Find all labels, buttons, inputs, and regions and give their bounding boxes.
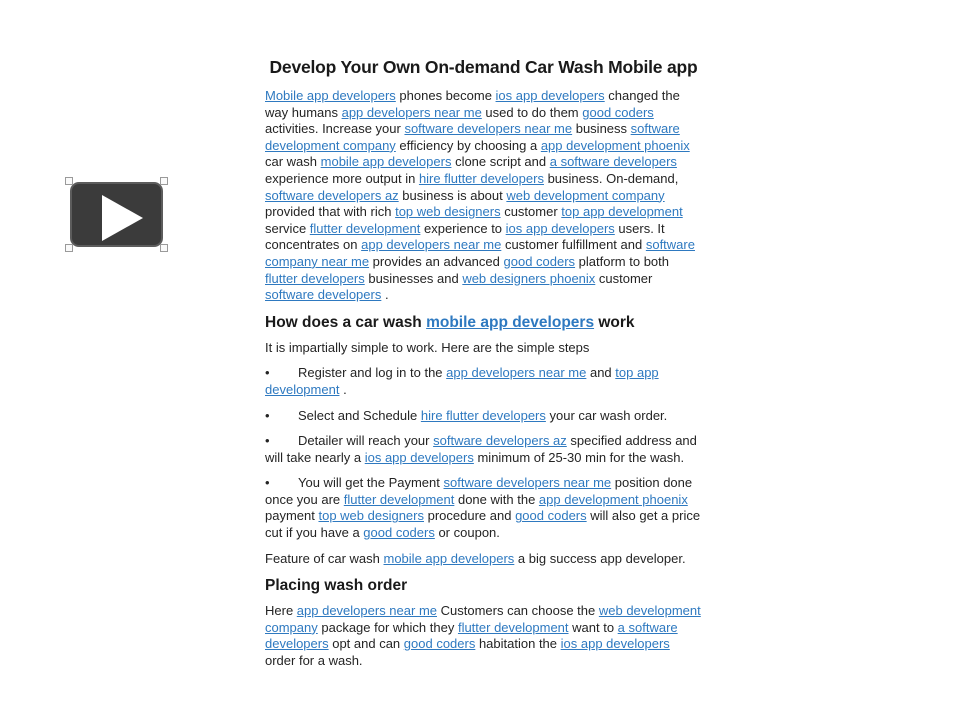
text-run: package for which they <box>317 619 458 635</box>
hyperlink[interactable]: web development company <box>506 187 665 203</box>
text-run: Placing wash order <box>265 577 408 595</box>
hyperlink[interactable]: app development phoenix <box>540 137 690 153</box>
text-run: car wash <box>265 154 321 170</box>
hyperlink[interactable]: good coders <box>503 253 576 269</box>
text-run: business <box>572 121 631 137</box>
paragraph <box>265 88 702 304</box>
text-run: and <box>586 365 616 381</box>
hyperlink[interactable]: software developers <box>265 287 382 303</box>
hyperlink[interactable]: software developers az <box>433 433 567 449</box>
text-run: customer fulfillment and <box>501 237 646 253</box>
text-run: want to <box>568 619 618 635</box>
section-heading <box>265 576 702 595</box>
hyperlink[interactable]: top web designers <box>395 204 501 220</box>
text-run: provided that with rich <box>265 204 396 220</box>
text-run: minimum of 25-30 min for the wash. <box>473 449 685 465</box>
text-run: Customers can choose the <box>437 603 599 619</box>
hyperlink[interactable]: good coders <box>363 525 435 541</box>
page-title: Develop Your Own On-demand Car Wash Mobile app <box>269 57 698 77</box>
text-run: work <box>594 313 635 331</box>
selection-handle[interactable] <box>160 177 168 185</box>
text-run: Register and log in to the <box>298 365 447 381</box>
bullet-item <box>265 365 702 398</box>
hyperlink[interactable]: mobile app developers <box>320 154 452 170</box>
hyperlink[interactable]: top web designers <box>318 508 424 524</box>
text-run: efficiency by choosing a <box>395 137 541 153</box>
hyperlink[interactable]: software company near me <box>265 237 695 269</box>
text-run: will also get a price cut if you have a <box>265 508 701 541</box>
hyperlink[interactable]: a software developers <box>549 154 677 170</box>
section-heading <box>265 313 702 332</box>
text-run: phones become <box>395 88 496 103</box>
hyperlink[interactable]: software development company <box>265 121 680 153</box>
bullet-item <box>265 433 702 466</box>
document-content <box>265 57 702 679</box>
text-run: experience to <box>420 220 506 236</box>
text-run: users. It concentrates on <box>265 220 665 253</box>
text-run: payment <box>265 508 319 524</box>
text-run: . <box>381 287 389 303</box>
text-run: habitation the <box>475 636 561 652</box>
text-run: customer <box>500 204 562 220</box>
video-frame[interactable] <box>70 182 163 247</box>
text-run: How does a car wash <box>265 313 427 331</box>
document-body <box>265 88 702 670</box>
text-run: Here <box>265 603 297 619</box>
text-run: activities. Increase your <box>265 121 405 137</box>
text-run: your car wash order. <box>545 407 668 423</box>
hyperlink[interactable]: mobile app developers <box>426 313 595 331</box>
text-run: business is about <box>398 187 507 203</box>
selection-handle[interactable] <box>65 177 73 185</box>
bullet-marker: • <box>265 365 270 381</box>
hyperlink[interactable]: good coders <box>515 508 587 524</box>
text-run: Detailer will reach your <box>298 433 434 449</box>
hyperlink[interactable]: software developers near me <box>404 121 573 137</box>
text-run: specified address and will take nearly a <box>265 433 697 465</box>
play-icon[interactable] <box>102 195 143 241</box>
hyperlink[interactable]: hire flutter developers <box>418 170 544 186</box>
hyperlink[interactable]: web development company <box>265 603 701 635</box>
hyperlink[interactable]: top app development <box>265 365 659 397</box>
text-run: procedure and <box>424 508 516 524</box>
text-run: a big success app developer. <box>514 550 686 566</box>
hyperlink[interactable]: hire flutter developers <box>420 407 546 423</box>
text-run: position done once you are <box>265 475 693 507</box>
text-run: experience more output in <box>265 170 419 186</box>
text-run: used to do them <box>481 104 583 120</box>
text-run: customer <box>595 270 653 286</box>
video-placeholder[interactable] <box>68 180 165 249</box>
text-run: service <box>265 220 310 236</box>
text-run: platform to both <box>575 253 670 269</box>
bullet-item <box>265 475 702 541</box>
hyperlink[interactable]: flutter development <box>343 491 455 507</box>
hyperlink[interactable]: good coders <box>403 636 476 652</box>
hyperlink[interactable]: flutter development <box>309 220 421 236</box>
bullet-marker: • <box>265 407 270 423</box>
hyperlink[interactable]: app developers near me <box>341 104 482 120</box>
bullet-item <box>265 408 702 425</box>
hyperlink[interactable]: flutter developers <box>265 270 365 286</box>
hyperlink[interactable]: software developers near me <box>443 475 612 491</box>
paragraph <box>265 551 702 568</box>
hyperlink[interactable]: ios app developers <box>364 449 474 465</box>
text-run: businesses and <box>364 270 463 286</box>
text-run: Feature of car wash <box>265 550 384 566</box>
hyperlink[interactable]: app development phoenix <box>538 491 688 507</box>
hyperlink[interactable]: ios app developers <box>505 220 615 236</box>
hyperlink[interactable]: flutter development <box>457 619 569 635</box>
hyperlink[interactable]: Mobile app developers <box>265 88 396 103</box>
text-run: clone script and <box>451 154 550 170</box>
bullet-marker: • <box>265 433 270 449</box>
text-run: Select and Schedule <box>298 407 421 423</box>
hyperlink[interactable]: app developers near me <box>446 365 587 381</box>
hyperlink[interactable]: a software developers <box>265 619 678 652</box>
hyperlink[interactable]: good coders <box>582 104 654 120</box>
text-run: done with the <box>454 491 539 507</box>
text-run: opt and can <box>328 636 404 652</box>
paragraph <box>265 340 702 357</box>
text-run: . <box>339 381 347 397</box>
hyperlink[interactable]: app developers near me <box>361 237 502 253</box>
text-run: or coupon. <box>434 525 500 541</box>
selection-handle[interactable] <box>160 244 168 252</box>
text-run: business. On-demand, <box>543 170 679 186</box>
paragraph <box>265 603 702 669</box>
hyperlink[interactable]: ios app developers <box>560 636 670 652</box>
text-run: You will get the Payment <box>298 475 444 491</box>
hyperlink[interactable]: top app development <box>561 204 683 220</box>
text-run: changed the way humans <box>265 88 680 120</box>
selection-handle[interactable] <box>65 244 73 252</box>
text-run: order for a wash. <box>265 653 363 669</box>
hyperlink[interactable]: app developers near me <box>296 603 437 619</box>
bullet-marker: • <box>265 475 270 491</box>
text-run: It is impartially simple to work. Here are the simple steps <box>265 339 590 355</box>
hyperlink[interactable]: ios app developers <box>495 88 605 103</box>
hyperlink[interactable]: web designers phoenix <box>462 270 596 286</box>
hyperlink[interactable]: mobile app developers <box>383 550 515 566</box>
text-run: provides an advanced <box>369 253 504 269</box>
hyperlink[interactable]: software developers az <box>265 187 399 203</box>
